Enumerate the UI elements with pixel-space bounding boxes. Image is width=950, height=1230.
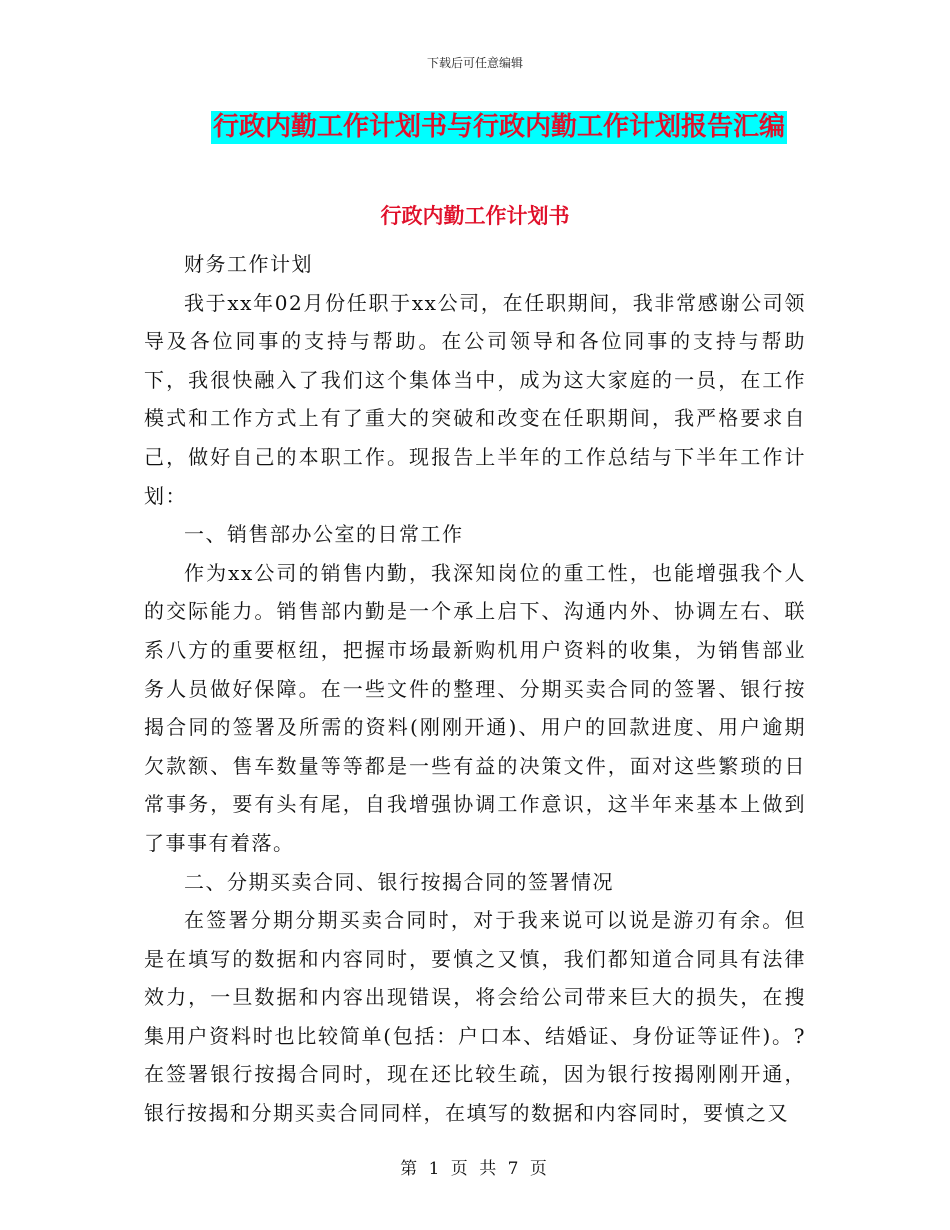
paragraph-heading-daily-work: 一、销售部办公室的日常工作 [184,522,464,547]
page-number-footer: 第 1 页 共 7 页 [400,1159,550,1179]
header-note: 下载后可任意编辑 [426,56,523,70]
paragraph-intro: 我于xx年02月份任职于xx公司，在任职期间，我非常感谢公司领导及各位同事的支持与帮助。在公司领导和各位同事的支持与帮助下，我很快融入了我们这个集体当中，成为这大家庭的一员，在工作模式和工作方式上有了重大的突破和改变在任职期间，我严格要求自己，做好自己的本职工作。现报告上半年的工作总结与下半年工作计划： [144,290,806,508]
paragraph-heading-contracts: 二、分期买卖合同、银行按揭合同的签署情况 [184,869,614,894]
section-title: 行政内勤工作计划书 [380,204,570,228]
paragraph-daily-work: 作为xx公司的销售内勤，我深知岗位的重工性，也能增强我个人的交际能力。销售部内勤是一个承上启下、沟通内外、协调左右、联系八方的重要枢纽，把握市场最新购机用户资料的收集，为销售部业务人员做好保障。在一些文件的整理、分期买卖合同的签署、银行按揭合同的签署及所需的资料(刚刚开通)、用户的回款进度、用户逾期欠款额、售车数量等等都是一些有益的决策文件，面对这些繁琐的日常事务，要有头有尾，自我增强协调工作意识，这半年来基本上做到了事事有着落。 [144,560,806,855]
document-title: 行政内勤工作计划书与行政内勤工作计划报告汇编 [212,112,785,142]
paragraph-contracts: 在签署分期分期买卖合同时，对于我来说可以说是游刃有余。但是在填写的数据和内容同时，要慎之又慎，我们都知道合同具有法律效力，一旦数据和内容出现错误，将会给公司带来巨大的损失，在搜集用户资料时也比较简单(包括：户口本、结婚证、身份证等证件)。?在签署银行按揭合同时，现在还比较生疏，因为银行按揭刚刚开通，银行按揭和分期买卖合同同样，在填写的数据和内容同时，要慎之又 [144,908,806,1126]
main-title-container [0,111,950,144]
document-body [144,245,806,1133]
paragraph-heading-finance: 财务工作计划 [184,252,313,276]
